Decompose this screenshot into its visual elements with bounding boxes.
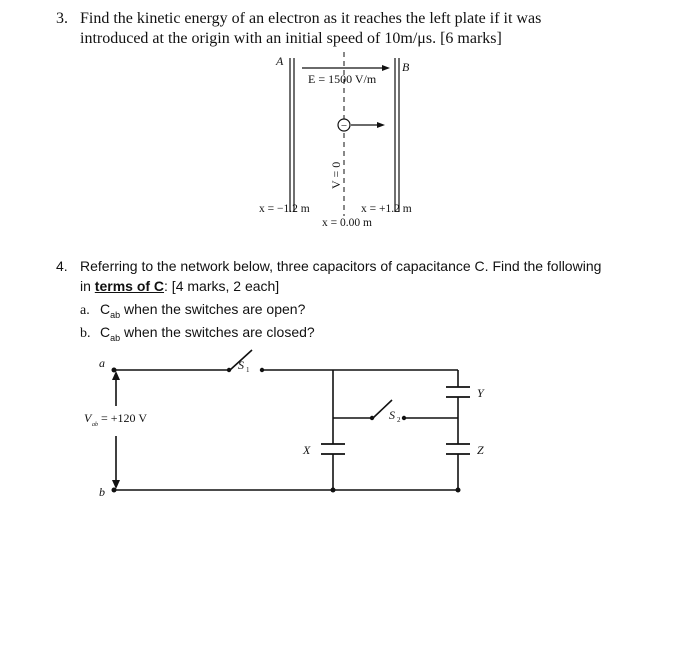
q4-item-marker: a. — [80, 303, 90, 318]
cap-x-label: X — [303, 443, 311, 457]
q4-line2-suffix: : [4 marks, 2 each] — [164, 278, 280, 294]
q4-item-subscript: ab — [110, 332, 121, 343]
q3-text-line2: introduced at the origin with an initial speed of 10m/μs. [6 marks] — [80, 30, 502, 47]
x-right-label: x = +1.2 m — [361, 203, 412, 215]
potential-label: V = 0 — [329, 161, 343, 189]
junction-dot — [331, 488, 336, 493]
field-label: E = 1500 V/m — [308, 72, 377, 86]
q4-item-c: C — [100, 324, 111, 340]
switch1-label: S — [238, 358, 244, 372]
electron-sign: − — [340, 120, 348, 132]
terminal-b-label: b — [99, 485, 105, 499]
q4-item-a — [80, 301, 305, 320]
q4-item-text: when the switches are open? — [120, 301, 306, 317]
switch1-subscript: 1 — [246, 366, 250, 374]
velocity-arrowhead — [377, 122, 385, 128]
switch2-subscript: 2 — [397, 416, 401, 424]
switch1-contact — [227, 368, 231, 372]
q4-item-c: C — [100, 301, 111, 317]
cap-y-label: Y — [477, 386, 484, 400]
field-arrowhead — [382, 65, 390, 71]
source-value-label: = +120 V — [101, 411, 147, 425]
source-v-label: V — [84, 411, 92, 425]
switch1-contact — [260, 368, 264, 372]
q4-item-subscript: ab — [110, 309, 121, 320]
terminal-b-dot — [112, 488, 117, 493]
switch2-label: S — [389, 408, 395, 422]
cap-z-label: Z — [477, 443, 484, 457]
x-origin-label: x = 0.00 m — [322, 217, 372, 229]
q3-number: 3. — [56, 10, 68, 27]
x-left-label: x = −1.2 m — [259, 203, 310, 215]
terminal-a-dot — [112, 368, 117, 373]
q4-text-line1: Referring to the network below, three capacitors of capacitance C. Find the following — [80, 258, 602, 274]
q4-line2-underlined: terms of C — [94, 278, 165, 294]
q4-text-line2 — [80, 278, 279, 294]
plate-b-label: B — [402, 60, 410, 74]
source-v-subscript: ab — [92, 422, 98, 428]
q4-line2-prefix: in — [80, 278, 95, 294]
plate-a-label: A — [276, 54, 284, 68]
q4-item-text: when the switches are closed? — [120, 324, 315, 340]
terminal-a-label: a — [99, 356, 105, 370]
switch2-contact — [370, 416, 374, 420]
q3-text-line1: Find the kinetic energy of an electron as it reaches the left plate if it was — [80, 10, 542, 27]
switch2-contact — [402, 416, 406, 420]
q4-number: 4. — [56, 258, 68, 274]
q4-capacitor-circuit — [0, 340, 700, 510]
q4-item-marker: b. — [80, 326, 91, 341]
junction-dot — [456, 488, 461, 493]
q3-field-diagram — [0, 0, 700, 240]
